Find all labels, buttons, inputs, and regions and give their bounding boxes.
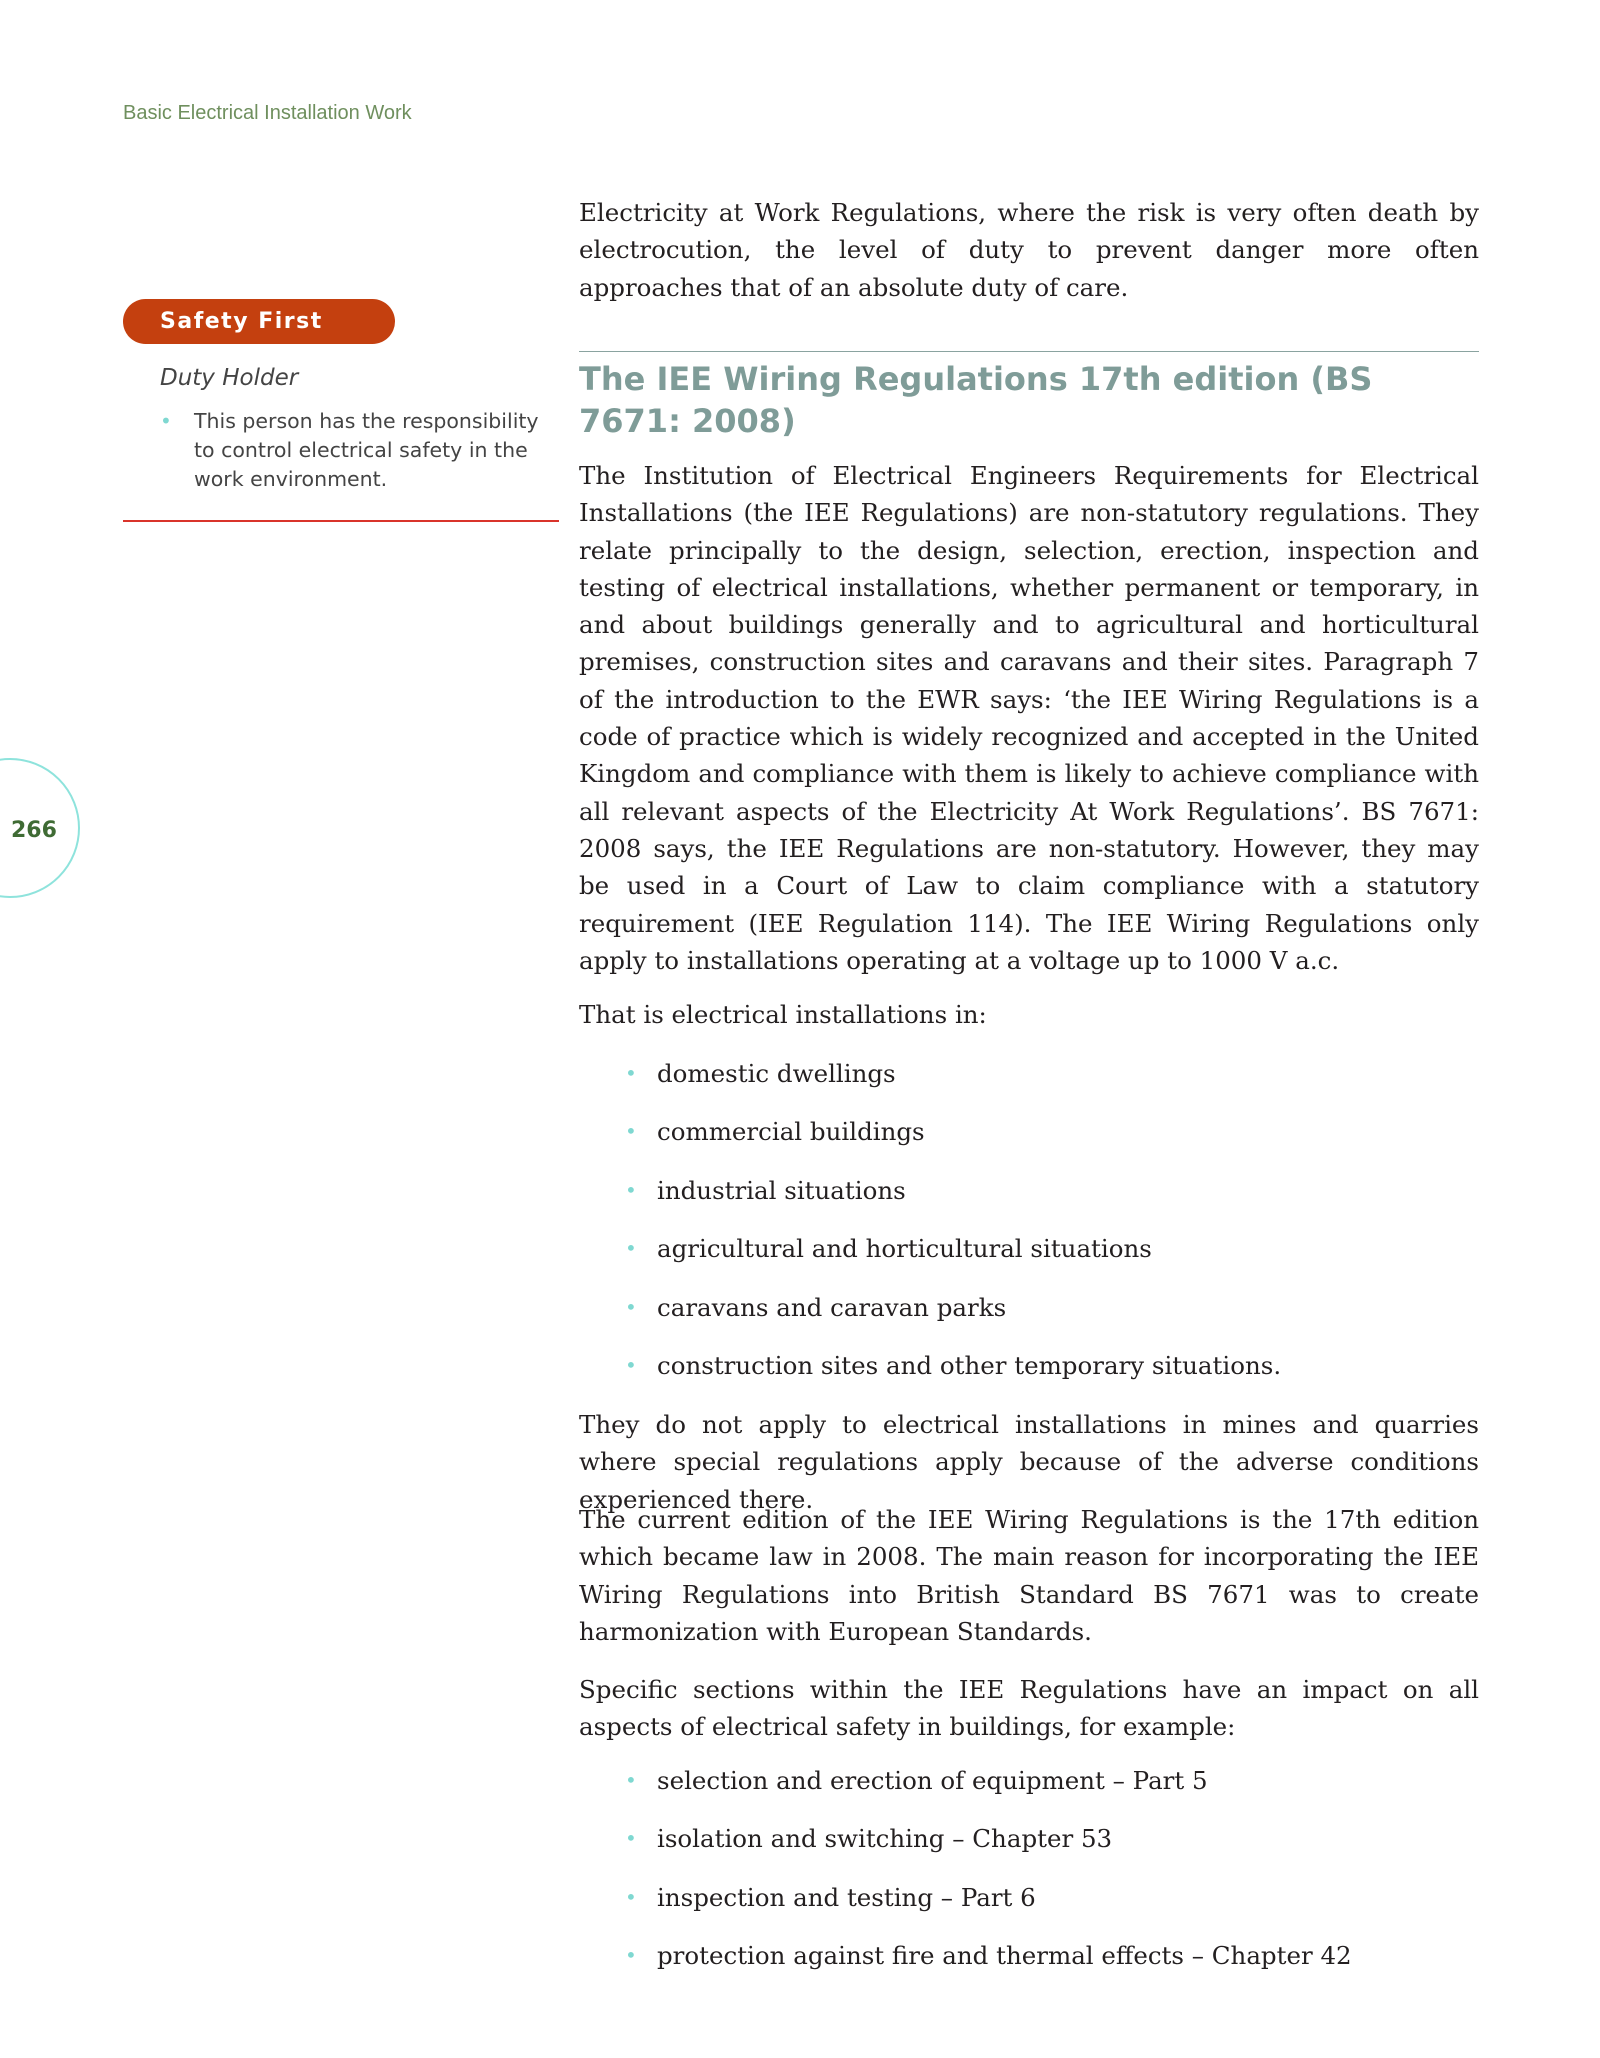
list-item-text: selection and erection of equipment – Part 5 [657,1766,1208,1795]
intro-paragraph: Electricity at Work Regulations, where the risk is very often death by electrocution, the level of duty to prevent danger more often approaches that of an absolute duty of care. [579,198,1479,302]
list-item-text: isolation and switching – Chapter 53 [657,1824,1113,1854]
running-head: Basic Electrical Installation Work [123,102,412,124]
bullet-icon: • [625,1119,637,1144]
sidebar-list-item-text: This person has the responsibility to control electrical safety in the work environment. [194,409,539,491]
bullet-icon: • [625,1177,637,1202]
body-paragraph: They do not apply to electrical installations in mines and quarries where special regulations apply because of the adverse conditions experienced there. [579,1410,1479,1514]
bullet-icon: • [625,1768,637,1792]
regulation-sections-list [579,1762,1479,1996]
bullet-icon: • [625,1236,637,1261]
installations-list [579,1055,1479,1405]
body-paragraph: That is electrical installations in: [579,1000,987,1029]
list-item [579,1113,1479,1171]
bullet-icon: • [625,1943,637,1968]
body-paragraph-2-block [579,996,1479,1033]
bullet-icon: • [625,1826,637,1851]
list-item [579,1347,1479,1405]
sidebar-subtitle: Duty Holder [160,365,299,391]
list-item [579,1055,1479,1113]
sidebar-divider [123,520,559,522]
list-item [579,1289,1479,1347]
section-divider [579,351,1479,352]
bullet-icon: • [625,1352,637,1377]
list-item-text: caravans and caravan parks [657,1292,1007,1322]
list-item [579,1937,1479,1995]
list-item-text: construction sites and other temporary situations. [657,1350,1282,1380]
bullet-icon: • [160,409,172,433]
list-item [579,1762,1479,1820]
body-paragraph-4-block [579,1501,1479,1650]
sidebar-list-item [160,407,550,494]
sidebar-list [160,407,550,494]
body-paragraph-5-block [579,1671,1479,1746]
body-paragraph: The Institution of Electrical Engineers Requirements for Electrical Installations (the IEE Regulations) are non-statutory regulations. They relate principally to the design, selection, erection, inspection and testing of electrical installations, whether permanent or temporary, in and about buildings generally and to agricultural and horticultural premises, construction sites and caravans and their sites. Paragraph 7 of the introduction to the EWR says: ‘the IEE Wiring Regulations is a code of practice which is widely recognized and accepted in the United Kingdom and compliance with them is likely to achieve compliance with all relevant aspects of the Electricity At Work Regulations’. BS 7671: 2008 says, the IEE Regulations are non-statutory. However, they may be used in a Court of Law to claim compliance with a statutory requirement (IEE Regulation 114). The IEE Wiring Regulations only apply to installations operating at a voltage up to 1000 V a.c. [579,461,1479,975]
intro-block [579,194,1479,306]
body-paragraph: The current edition of the IEE Wiring Regulations is the 17th edition which became law in 2008. The main reason for incorporating the IEE Wiring Regulations into British Standard BS 7671 was to create harmonization with European Standards. [579,1505,1479,1646]
list-item [579,1172,1479,1230]
list-item-text: agricultural and horticultural situations [657,1234,1152,1264]
list-item [579,1879,1479,1937]
bullet-icon: • [625,1294,637,1319]
list-item [579,1820,1479,1878]
bullet-icon: • [625,1884,637,1909]
list-item-text: industrial situations [657,1175,906,1205]
body-paragraph-1-block [579,457,1479,979]
bullet-icon: • [625,1061,637,1085]
list-item-text: commercial buildings [657,1117,925,1147]
section-heading: The IEE Wiring Regulations 17th edition (BS 7671: 2008) [579,360,1373,440]
list-item-text: inspection and testing – Part 6 [657,1882,1036,1912]
body-paragraph: Specific sections within the IEE Regulations have an impact on all aspects of electrical safety in buildings, for example: [579,1675,1479,1742]
safety-first-badge: Safety First [123,299,395,344]
list-item-text: protection against fire and thermal effects – Chapter 42 [657,1941,1352,1971]
safety-first-sidebar [123,299,558,491]
page-number: 266 [11,818,57,843]
list-item [579,1230,1479,1288]
list-item-text: domestic dwellings [657,1059,896,1088]
